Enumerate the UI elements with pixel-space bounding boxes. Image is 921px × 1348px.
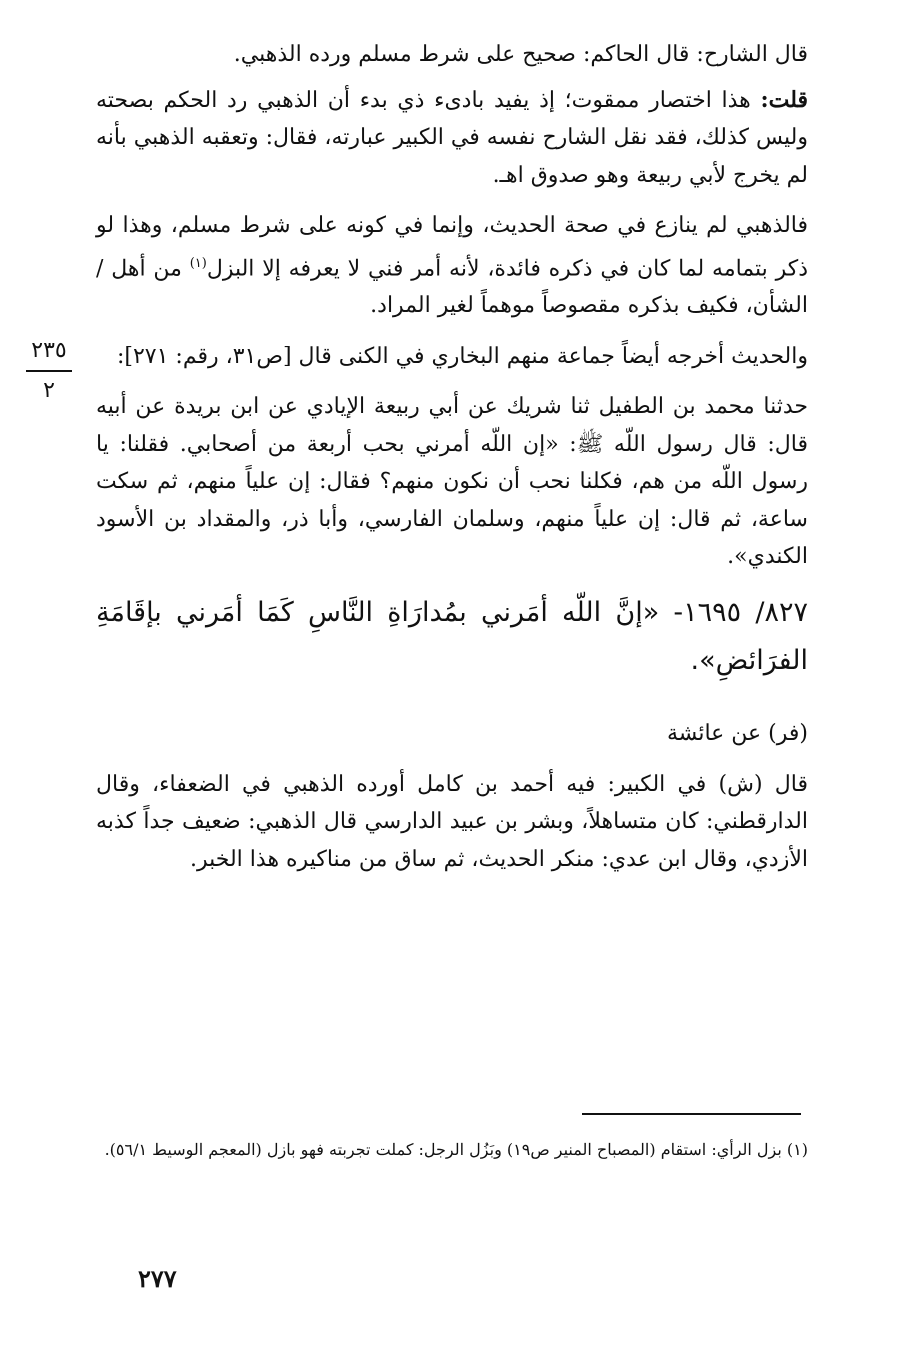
paragraph-3 <box>96 207 808 325</box>
footnote: (١) بزل الرأي: استقام (المصباح المنير ص١٩) وبَزُل الرجل: كملت تجربته فهو بازل (المعجم الوسيط ٥٦/١). <box>104 1140 808 1159</box>
margin-reference-bottom: ٢ <box>43 378 55 403</box>
margin-reference <box>20 336 78 406</box>
paragraph-5-text: حدثنا محمد بن الطفيل ثنا شريك عن أبي ربيعة الإيادي عن ابن بريدة عن أبيه قال: قال رسول اللّه ﷺ: «إن اللّه أمرني بحب أربعة من أصحابي. فقلنا: يا رسول اللّه من هم، فكلنا نحب أن نكون منهم؟ فقال: إن علياً منهم، ثم سكت ساعة، ثم قال: إن علياً منهم، وسلمان الفارسي، وأبا ذر، والمقداد بن الأسود الكندي». <box>96 394 808 570</box>
paragraph-3-text: فالذهبي لم ينازع في صحة الحديث، وإنما في كونه على شرط مسلم، وهذا لو ذكر بتمامه لما كان في ذكره فائدة، لأنه أمر فني لا يعرفه إلا البزل <box>96 213 808 281</box>
margin-reference-rule <box>26 370 72 372</box>
hadith-text: ٨٢٧/ ١٦٩٥- «إنَّ اللّه أمَرني بمُدارَاةِ النَّاسِ كَمَا أمَرني بإقَامَةِ الفرَائضِ». <box>96 596 809 676</box>
paragraph-4 <box>96 338 808 376</box>
paragraph-2 <box>96 82 808 195</box>
paragraph-4-text: والحديث أخرجه أيضاً جماعة منهم البخاري في الكنى قال [ص٣١، رقم: ٢٧١]: <box>116 343 808 369</box>
hadith-source: (فر) عن عائشة <box>666 720 808 746</box>
paragraph-1-text: قال الشارح: قال الحاكم: صحيح على شرط مسلم ورده الذهبي. <box>233 42 808 67</box>
commentary: قال (ش) في الكبير: فيه أحمد بن كامل أورده الذهبي في الضعفاء، وقال الدارقطني: كان متساهلاً، وبشر بن عبيد الدارسي قال الذهبي: ضعيف جداً كذبه الأزدي، وقال ابن عدي: منكر الحديث، ثم ساق من مناكيره هذا الخبر. <box>96 771 808 872</box>
footnote-divider <box>582 1113 801 1115</box>
margin-reference-top: ٢٣٥ <box>31 338 67 363</box>
paragraph-2-text: هذا اختصار ممقوت؛ إذ يفيد بادىء ذي بدء أن الذهبي رد الحكم بصحته وليس كذلك، فقد نقل الشارح نفسه في الكبير عبارته، فقال: وتعقبه الذهبي بأنه لم يخرج لأبي ربيعة وهو صدوق اهـ. <box>96 87 808 188</box>
page-number: ٢٧٧ <box>138 1264 177 1293</box>
footnote-marker: (١) <box>189 255 207 271</box>
paragraph-1 <box>96 36 808 74</box>
paragraph-5 <box>96 388 808 576</box>
paragraph-2-lead: قلت: <box>760 86 808 113</box>
paragraph-3-text-cont: من أهل / الشأن، فكيف بذكره مقصوصاً موهماً لغير المراد. <box>96 255 808 319</box>
page-body <box>96 36 808 891</box>
